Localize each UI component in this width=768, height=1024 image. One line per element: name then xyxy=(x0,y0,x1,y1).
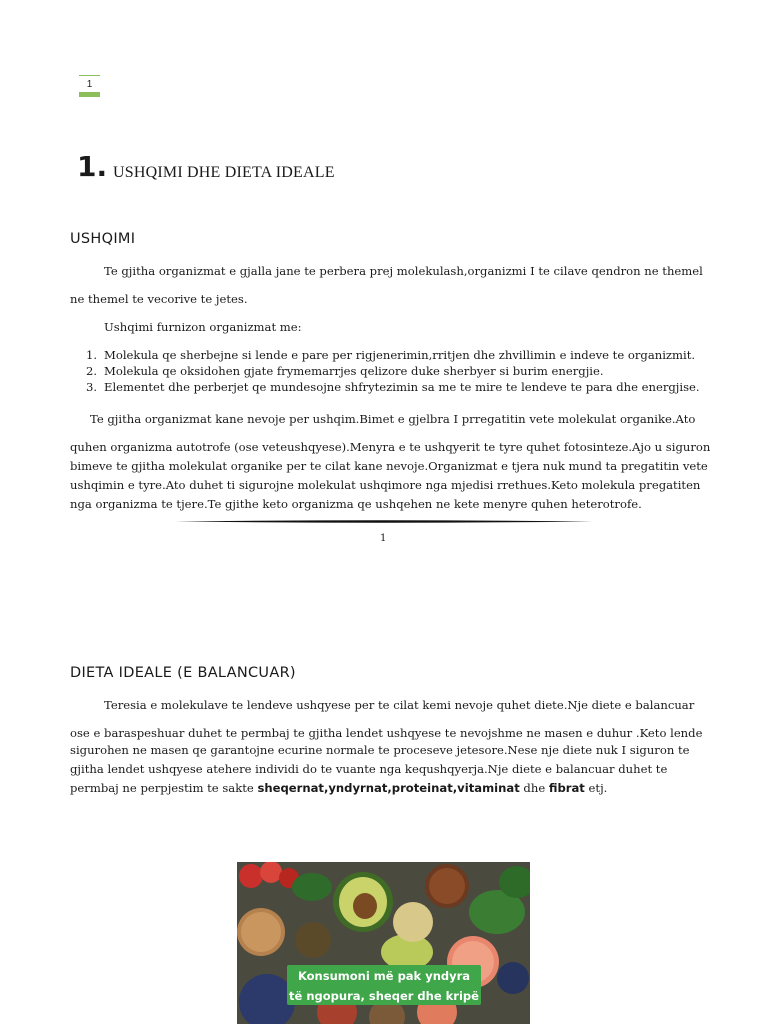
list-item: 2. Molekula qe oksidohen gjate frymemarrjes qelizore duke sherbyer si burim energjie. xyxy=(86,364,604,378)
nutrient-list xyxy=(86,347,726,395)
paragraph-line: ne themel te vecorive te jetes. xyxy=(70,292,248,306)
footer-page-number: 1 xyxy=(380,533,387,544)
paragraph-line: Teresia e molekulave te lendeve ushqyese per te cilat kemi nevoje quhet diete.Nje diete e balancuar xyxy=(104,698,695,712)
paragraph-line: ushqimin e tyre.Ato duhet ti sigurojne molekulat ushqimore nga mjedisi rrethues.Keto molekula pregatiten xyxy=(70,478,701,492)
paragraph-line: bimeve te gjitha molekulat organike per te cilat kane nevoje.Organizmat e tjera nuk mund ta pregatitin vete xyxy=(70,459,708,473)
header-page-number: 1 xyxy=(79,75,100,98)
list-item: 3. Elementet dhe perberjet qe mundesojne shfrytezimin sa me te mire te lendeve te para dhe energjise. xyxy=(86,380,700,394)
paragraph-line: nga organizma te tjere.Te gjithe keto organizma qe ushqehen ne kete menyre quhen heterotrofe. xyxy=(70,497,642,511)
list-item: 1. Molekula qe sherbejne si lende e pare per rigjenerimin,rritjen dhe zhvillimin e indeve te organizmit. xyxy=(86,348,696,362)
paragraph-line: quhen organizma autotrofe (ose veteushqyese).Menyra e te ushqyerit te tyre quhet fotosinteze.Ajo u siguron xyxy=(70,440,711,454)
healthy-food-photo xyxy=(237,862,530,1024)
health-message-banner: Konsumoni më pak yndyra të ngopura, sheqer dhe kripë xyxy=(287,965,481,1005)
paragraph-line: gjitha lendet ushqyese atehere individi do te vuante nga kequshqyerja.Nje diete e balancuar duhet te xyxy=(70,762,668,776)
paragraph-line: Te gjitha organizmat kane nevoje per ushqim.Bimet e gjelbra I prregatitin vete molekulat organike.Ato xyxy=(90,412,696,426)
page-divider xyxy=(175,519,593,524)
paragraph-line: ose e baraspeshuar duhet te permbaj te gjitha lendet ushqyese te nevojshme ne masen e duhur .Keto lende xyxy=(70,726,703,740)
paragraph-line: Te gjitha organizmat e gjalla jane te perbera prej molekulash,organizmi I te cilave qendron ne themel xyxy=(104,264,703,278)
paragraph-line: Ushqimi furnizon organizmat me: xyxy=(104,320,302,334)
paragraph-line: sigurohen ne masen qe garantojne ecurine normale te proceseve jetesore.Nese nje diete nuk I siguron te xyxy=(70,743,690,757)
section-heading-ushqimi: USHQIMI xyxy=(70,231,136,247)
chapter-title: USHQIMI DHE DIETA IDEALE xyxy=(113,164,335,181)
section-heading-dieta: DIETA IDEALE (E BALANCUAR) xyxy=(70,665,296,681)
paragraph-line: permbaj ne perpjestim te sakte sheqernat,yndyrnat,proteinat,vitaminat dhe fibrat etj. xyxy=(70,781,608,795)
header-accent-bar xyxy=(79,92,100,97)
chapter-number: 1. xyxy=(77,150,108,183)
